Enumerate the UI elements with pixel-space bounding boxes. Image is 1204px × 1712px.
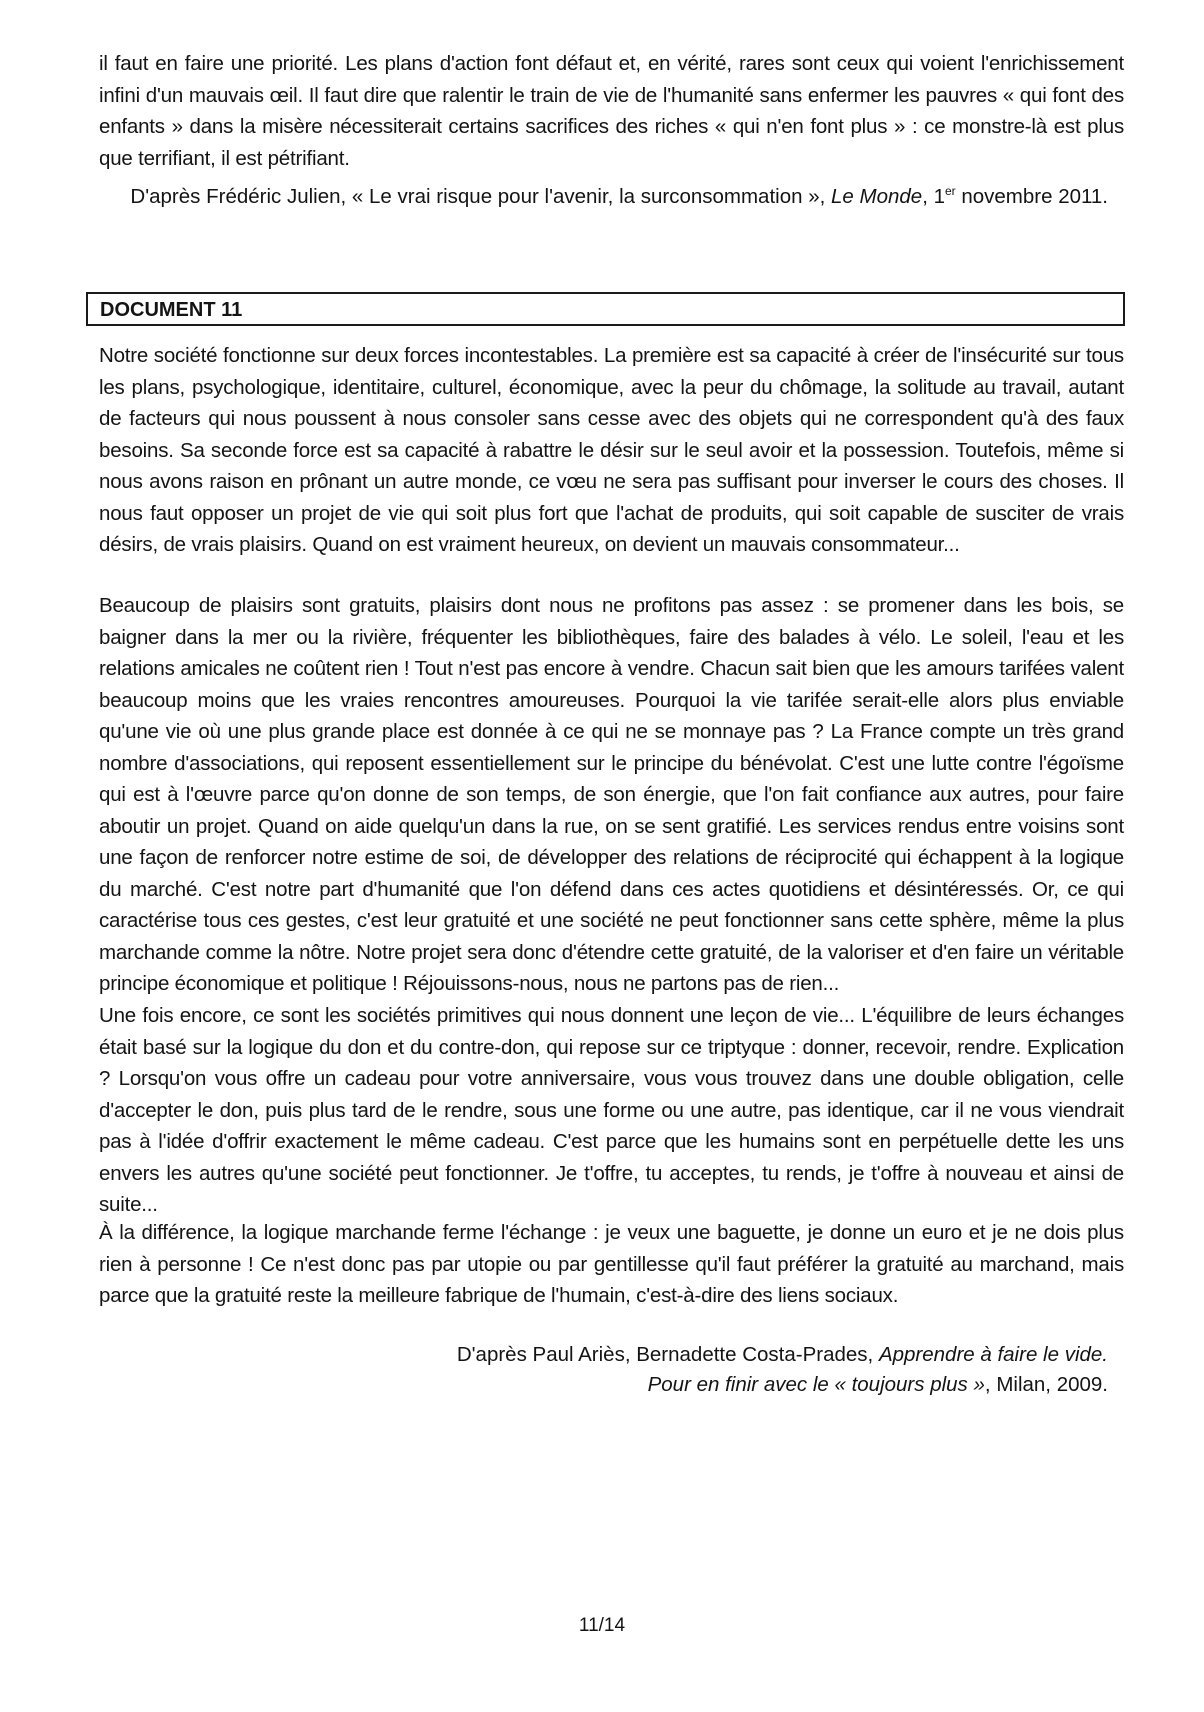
source-1-journal: Le Monde — [831, 185, 923, 208]
source-2-title-line-1: Apprendre à faire le vide. — [878, 1343, 1108, 1366]
source-2-line-1 — [457, 1340, 1108, 1370]
document-title: DOCUMENT 11 — [100, 299, 243, 321]
body-paragraph-2: Beaucoup de plaisirs sont gratuits, plaisirs dont nous ne profitons pas assez : se promener dans les bois, se baigner dans la mer ou la rivière, fréquenter les bibliothèques, faire des balades à vélo. Le soleil, l'eau et les relations amicales ne coûtent rien ! Tout n'est pas encore à vendre. Chacun sait bien que les amours tarifées valent beaucoup moins que les vraies rencontres amoureuses. Pourquoi la vie tarifée serait-elle alors plus enviable qu'une vie où une plus grande place est donnée à ce qui ne se monnaye pas ? La France compte un très grand nombre d'associations, qui reposent essentiellement sur le principe du bénévolat. C'est une lutte contre l'égoïsme qui est à l'œuvre parce qu'on donne de son temps, de son énergie, que l'on fait confiance aux autres, pour faire aboutir un projet. Quand on aide quelqu'un dans la rue, on se sent gratifié. Les services rendus entre voisins sont une façon de renforcer notre estime de soi, de développer des relations de réciprocité qui échappent à la logique du marché. C'est notre part d'humanité que l'on défend dans ces actes quotidiens et désintéressés. Or, ce qui caractérise tous ces gestes, c'est leur gratuité et une société ne peut fonctionner sans cette sphère, même la plus marchande comme la nôtre. Notre projet sera donc d'étendre cette gratuité, de la valoriser et d'en faire un véritable principe économique et politique ! Réjouissons-nous, nous ne partons pas de rien... — [99, 594, 1124, 995]
body-paragraph-3: Une fois encore, ce sont les sociétés primitives qui nous donnent une leçon de vie... L'équilibre de leurs échanges était basé sur la logique du don et du contre-don, qui repose sur ce triptyque : donner, recevoir, rendre. Explication ? Lorsqu'on vous offre un cadeau pour votre anniversaire, vous vous trouvez dans une double obligation, celle d'accepter le don, puis plus tard de le rendre, sous une forme ou une autre, pas identique, car il ne vous viendrait pas à l'idée d'offrir exactement le même cadeau. C'est parce que les humains sont en perpétuelle dette les uns envers les autres qu'une société peut fonctionner. Je t'offre, tu acceptes, tu rends, je t'offre à nouveau et ainsi de suite... — [99, 1004, 1124, 1216]
source-citation-2 — [457, 1340, 1108, 1400]
source-2-publisher: , Milan, 2009. — [984, 1373, 1108, 1396]
body-paragraph-1: Notre société fonctionne sur deux forces incontestables. La première est sa capacité à créer de l'insécurité sur tous les plans, psychologique, identitaire, culturel, économique, avec la peur du chômage, la solitude au travail, autant de facteurs qui nous poussent à nous consoler sans cesse avec des objets qui ne correspondent qu'à des faux besoins. Sa seconde force est sa capacité à rabattre le désir sur le seul avoir et la possession. Toutefois, même si nous avons raison en prônant un autre monde, ce vœu ne sera pas suffisant pour inverser le cours des choses. Il nous faut opposer un projet de vie qui soit plus fort que l'achat de produits, qui soit capable de susciter de vrais désirs, de vrais plaisirs. Quand on est vraiment heureux, on devient un mauvais consommateur... — [99, 344, 1124, 556]
source-2-line-2 — [457, 1370, 1108, 1400]
body-paragraph-4: À la différence, la logique marchande ferme l'échange : je veux une baguette, je donne un euro et je ne dois plus rien à personne ! Ce n'est donc pas par utopie ou par gentillesse qu'il faut préférer la gratuité au marchand, mais parce que la gratuité reste la meilleure fabrique de l'humain, c'est-à-dire des liens sociaux. — [99, 1221, 1124, 1307]
source-1-prefix: D'après Frédéric Julien, « Le vrai risque pour l'avenir, la surconsommation », — [130, 185, 831, 208]
page-number: 11/14 — [578, 1615, 626, 1636]
intro-paragraph: il faut en faire une priorité. Les plans d'action font défaut et, en vérité, rares sont ceux qui voient l'enrichissement infini d'un mauvais œil. Il faut dire que ralentir le train de vie de l'humanité sans enfermer les pauvres « qui font des enfants » dans la misère nécessiterait certains sacrifices des riches « qui n'en font plus » : ce monstre-là est plus que terrifiant, il est pétrifiant. — [99, 52, 1124, 170]
source-1-date-day: , 1 — [922, 185, 945, 208]
source-1-date-rest: novembre 2011. — [955, 185, 1108, 208]
source-citation-1 — [130, 182, 1108, 212]
document-title-box — [86, 292, 1125, 326]
source-2-title-line-2: Pour en finir avec le « toujours plus » — [647, 1373, 985, 1396]
source-1-date-sup: er — [944, 184, 956, 199]
source-2-authors: D'après Paul Ariès, Bernadette Costa-Prades, — [456, 1343, 879, 1366]
